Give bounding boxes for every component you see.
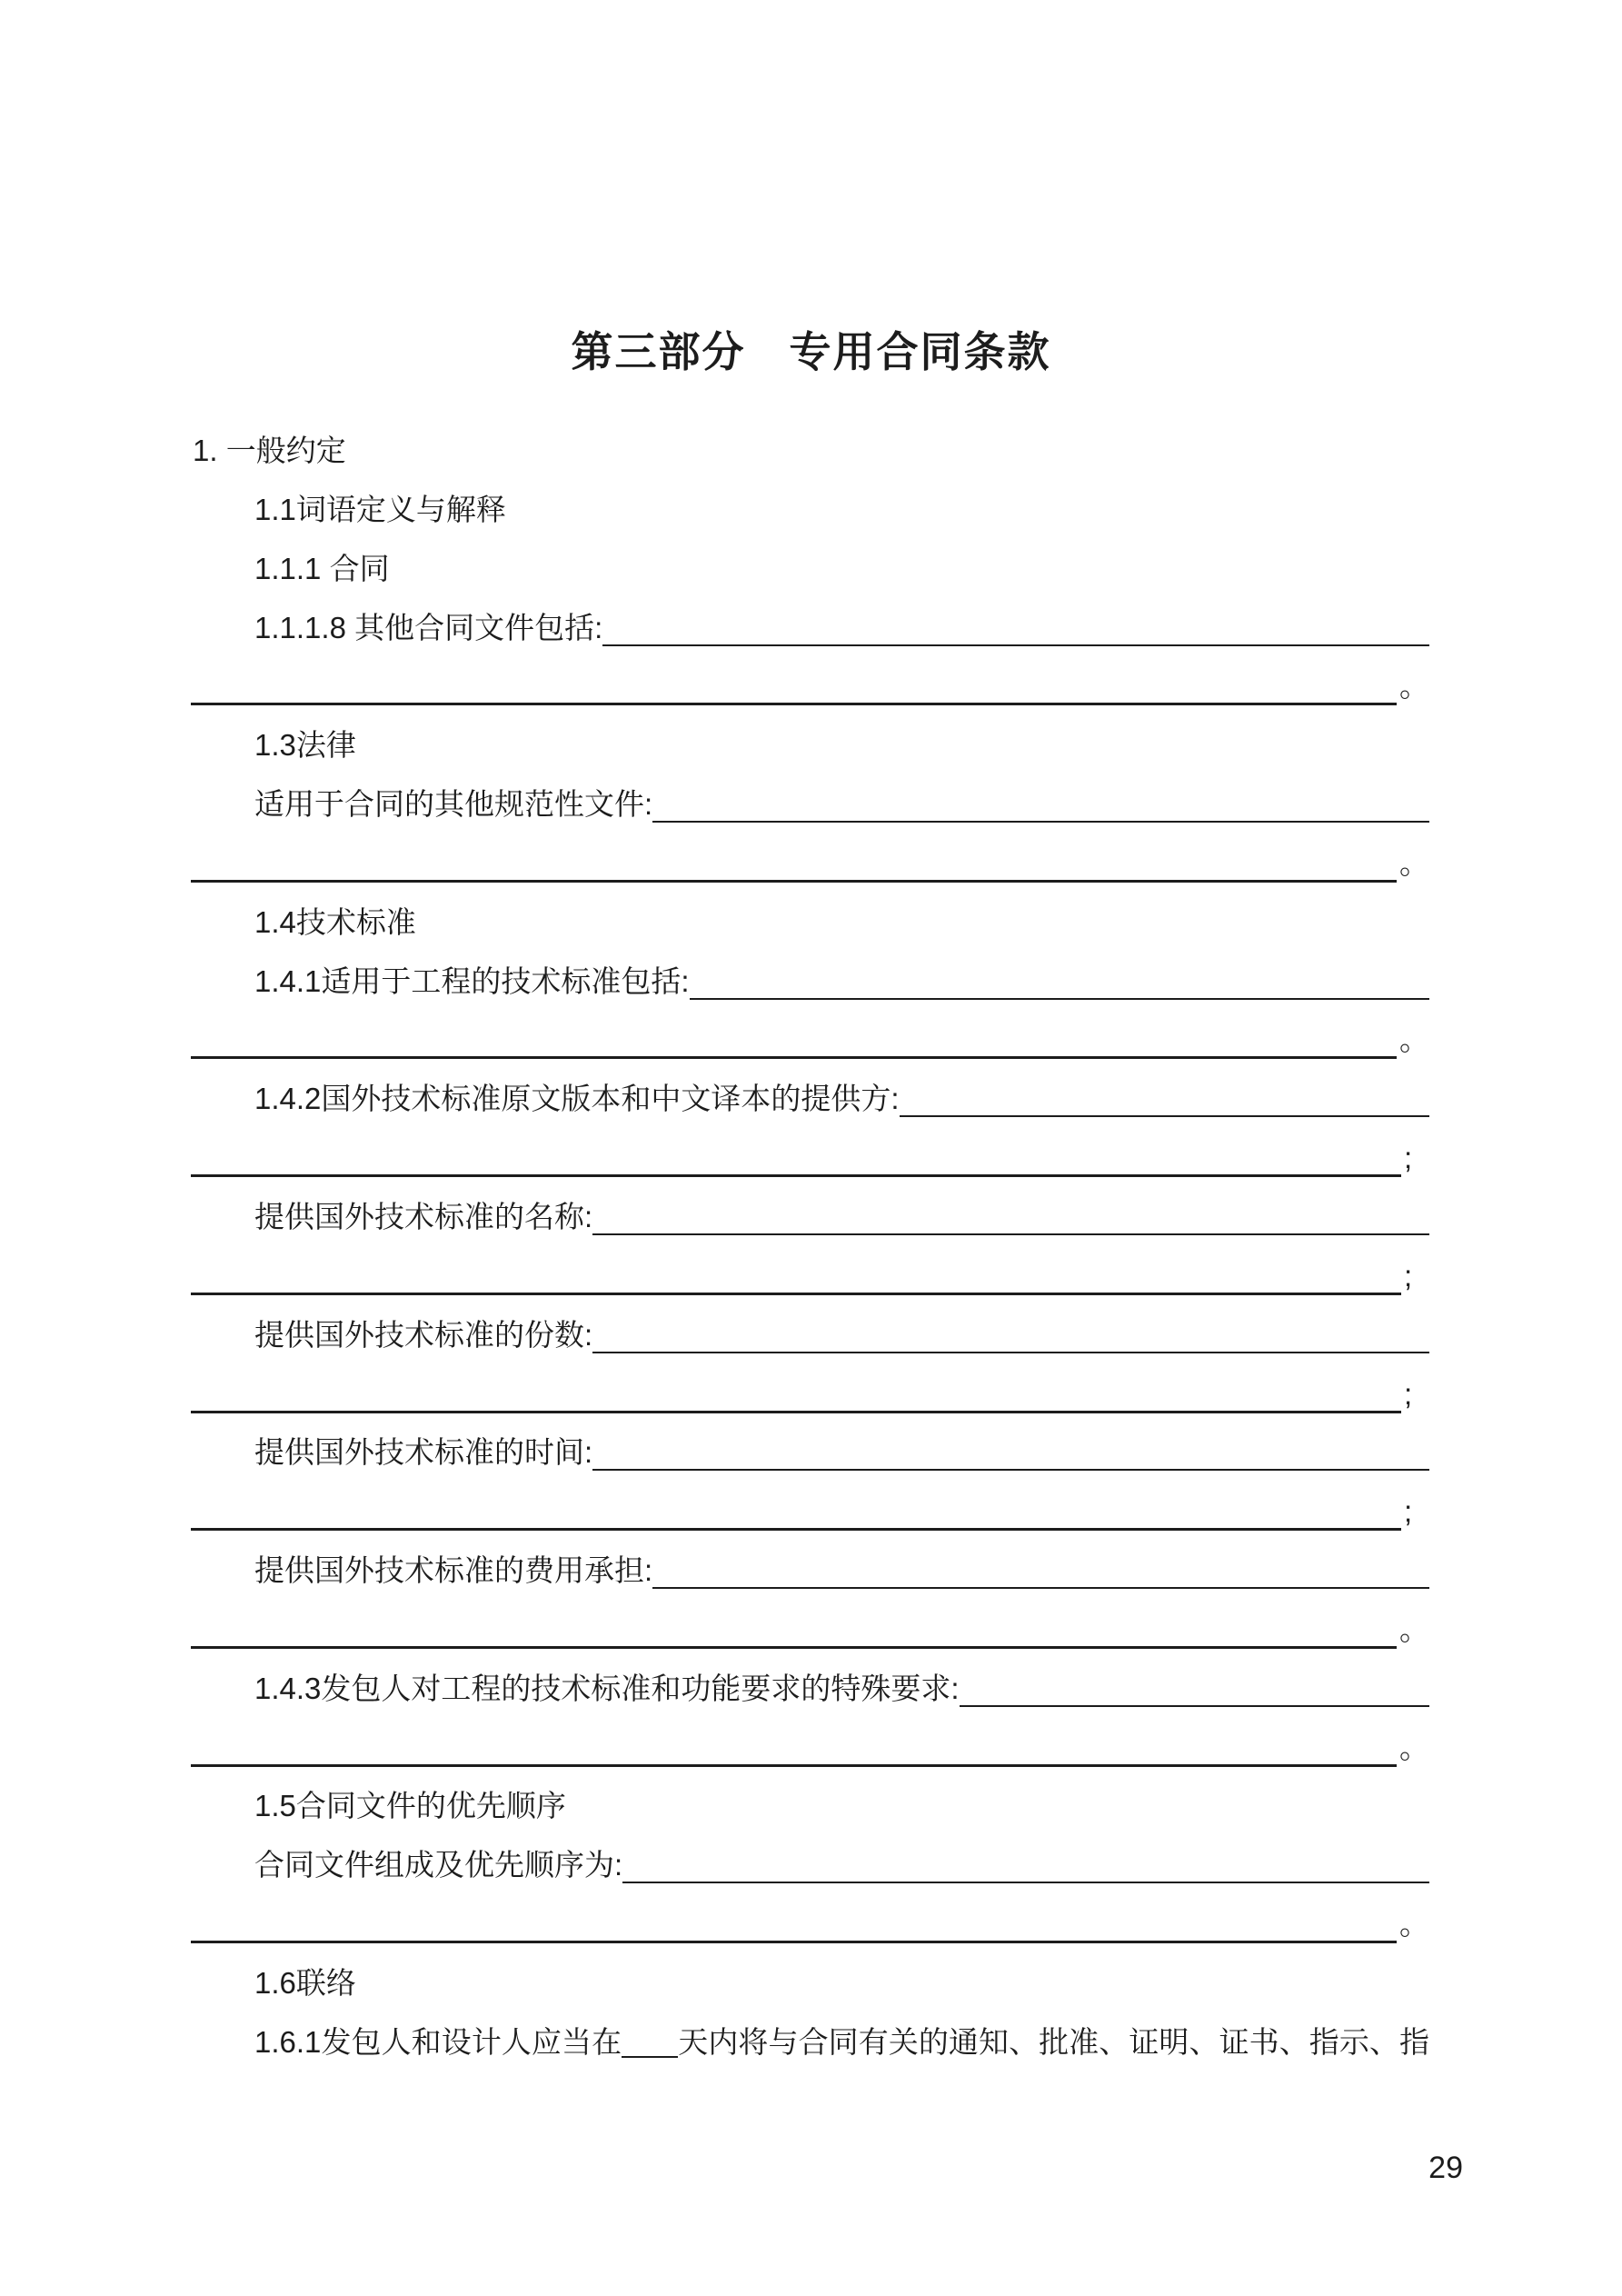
blank-underline[interactable] <box>592 1188 1429 1235</box>
blank-continuation-line <box>191 1129 1429 1188</box>
clause-text: 1.5合同文件的优先顺序 <box>254 1789 566 1823</box>
line-end-punctuation: ; <box>1404 1494 1413 1529</box>
line-end-punctuation: ; <box>1404 1141 1413 1175</box>
line-end-punctuation: 。 <box>1399 1730 1429 1764</box>
blank-underline[interactable] <box>191 1895 1397 1943</box>
clause-text: 1.4技术标准 <box>254 904 416 939</box>
blank-underline[interactable] <box>191 1129 1401 1177</box>
clause-line <box>191 540 1429 599</box>
blank-underline[interactable] <box>690 953 1429 1000</box>
clause-line <box>191 716 1429 775</box>
fill-in-line <box>191 775 1429 834</box>
blank-continuation-line <box>191 1365 1429 1424</box>
line-end-punctuation: 。 <box>1399 845 1429 880</box>
blank-continuation-line <box>191 1011 1429 1070</box>
blank-underline[interactable] <box>191 657 1397 705</box>
blank-underline[interactable] <box>592 1423 1429 1471</box>
clause-line-with-inline-blank <box>191 2013 1429 2072</box>
clause-text: 1.1.1 合同 <box>254 551 390 585</box>
fill-in-label: 提供国外技术标准的份数: <box>254 1317 593 1352</box>
blank-underline[interactable] <box>191 1365 1401 1413</box>
fill-in-label: 1.4.2国外技术标准原文版本和中文译本的提供方: <box>254 1082 900 1116</box>
clause-text: 1.6联络 <box>254 1965 356 2000</box>
fill-in-line <box>191 1660 1429 1719</box>
fill-in-line <box>191 1542 1429 1601</box>
clause-text: 1. 一般约定 <box>193 434 346 467</box>
fill-in-line <box>191 953 1429 1012</box>
clause-line <box>191 893 1429 953</box>
blank-underline[interactable] <box>191 1011 1397 1059</box>
line-end-punctuation: ; <box>1404 1376 1413 1411</box>
blank-continuation-line <box>191 1247 1429 1306</box>
fill-in-label: 1.4.1适用于工程的技术标准包括: <box>254 963 690 998</box>
blank-underline[interactable] <box>592 1306 1429 1353</box>
fill-in-line <box>191 1070 1429 1129</box>
clause-text: 1.6.1发包人和设计人应当在 <box>254 2024 622 2059</box>
fill-in-line <box>191 1188 1429 1247</box>
fill-in-label: 提供国外技术标准的费用承担: <box>254 1553 653 1588</box>
blank-underline[interactable] <box>191 1601 1397 1649</box>
clause-list <box>191 422 1429 2072</box>
blank-underline[interactable] <box>191 1719 1397 1767</box>
clause-text: 1.3法律 <box>254 728 356 763</box>
clause-line <box>191 1777 1429 1836</box>
page-title: 第三部分 专用合同条款 <box>571 328 1051 375</box>
clause-text: 天内将与合同有关的通知、批准、证明、证书、指示、指 <box>678 2024 1430 2059</box>
clause-text: 1.1词语定义与解释 <box>254 492 506 526</box>
blank-continuation-line <box>191 834 1429 893</box>
blank-underline[interactable] <box>191 1247 1401 1295</box>
blank-continuation-line <box>191 1601 1429 1660</box>
blank-underline[interactable] <box>652 1542 1429 1589</box>
fill-in-line <box>191 1306 1429 1365</box>
fill-in-line <box>191 1423 1429 1482</box>
fill-in-line <box>191 599 1429 658</box>
clause-line <box>191 1954 1429 2013</box>
blank-underline[interactable] <box>652 775 1429 823</box>
blank-underline[interactable] <box>622 2040 678 2058</box>
blank-continuation-line <box>191 1895 1429 1954</box>
line-end-punctuation: ; <box>1404 1258 1413 1293</box>
blank-continuation-line <box>191 1719 1429 1778</box>
fill-in-label: 提供国外技术标准的时间: <box>254 1435 593 1470</box>
blank-continuation-line <box>191 1482 1429 1542</box>
blank-underline[interactable] <box>960 1660 1429 1707</box>
line-end-punctuation: 。 <box>1399 1612 1429 1646</box>
fill-in-label: 合同文件组成及优先顺序为: <box>254 1848 623 1882</box>
clause-line <box>191 481 1429 540</box>
page-number: 29 <box>1428 2151 1463 2185</box>
fill-in-label: 提供国外技术标准的名称: <box>254 1199 593 1233</box>
blank-underline[interactable] <box>622 1836 1429 1883</box>
blank-underline[interactable] <box>602 599 1429 646</box>
blank-underline[interactable] <box>191 1482 1401 1531</box>
blank-underline[interactable] <box>900 1070 1429 1117</box>
line-end-punctuation: 。 <box>1399 1023 1429 1057</box>
fill-in-label: 1.1.1.8 其他合同文件包括: <box>254 610 603 644</box>
blank-underline[interactable] <box>191 834 1397 883</box>
fill-in-line <box>191 1836 1429 1895</box>
fill-in-label: 适用于合同的其他规范性文件: <box>254 787 653 822</box>
line-end-punctuation: 。 <box>1399 1907 1429 1942</box>
section-heading <box>191 422 1429 481</box>
line-end-punctuation: 。 <box>1399 669 1429 704</box>
fill-in-label: 1.4.3发包人对工程的技术标准和功能要求的特殊要求: <box>254 1671 960 1705</box>
blank-continuation-line <box>191 657 1429 716</box>
